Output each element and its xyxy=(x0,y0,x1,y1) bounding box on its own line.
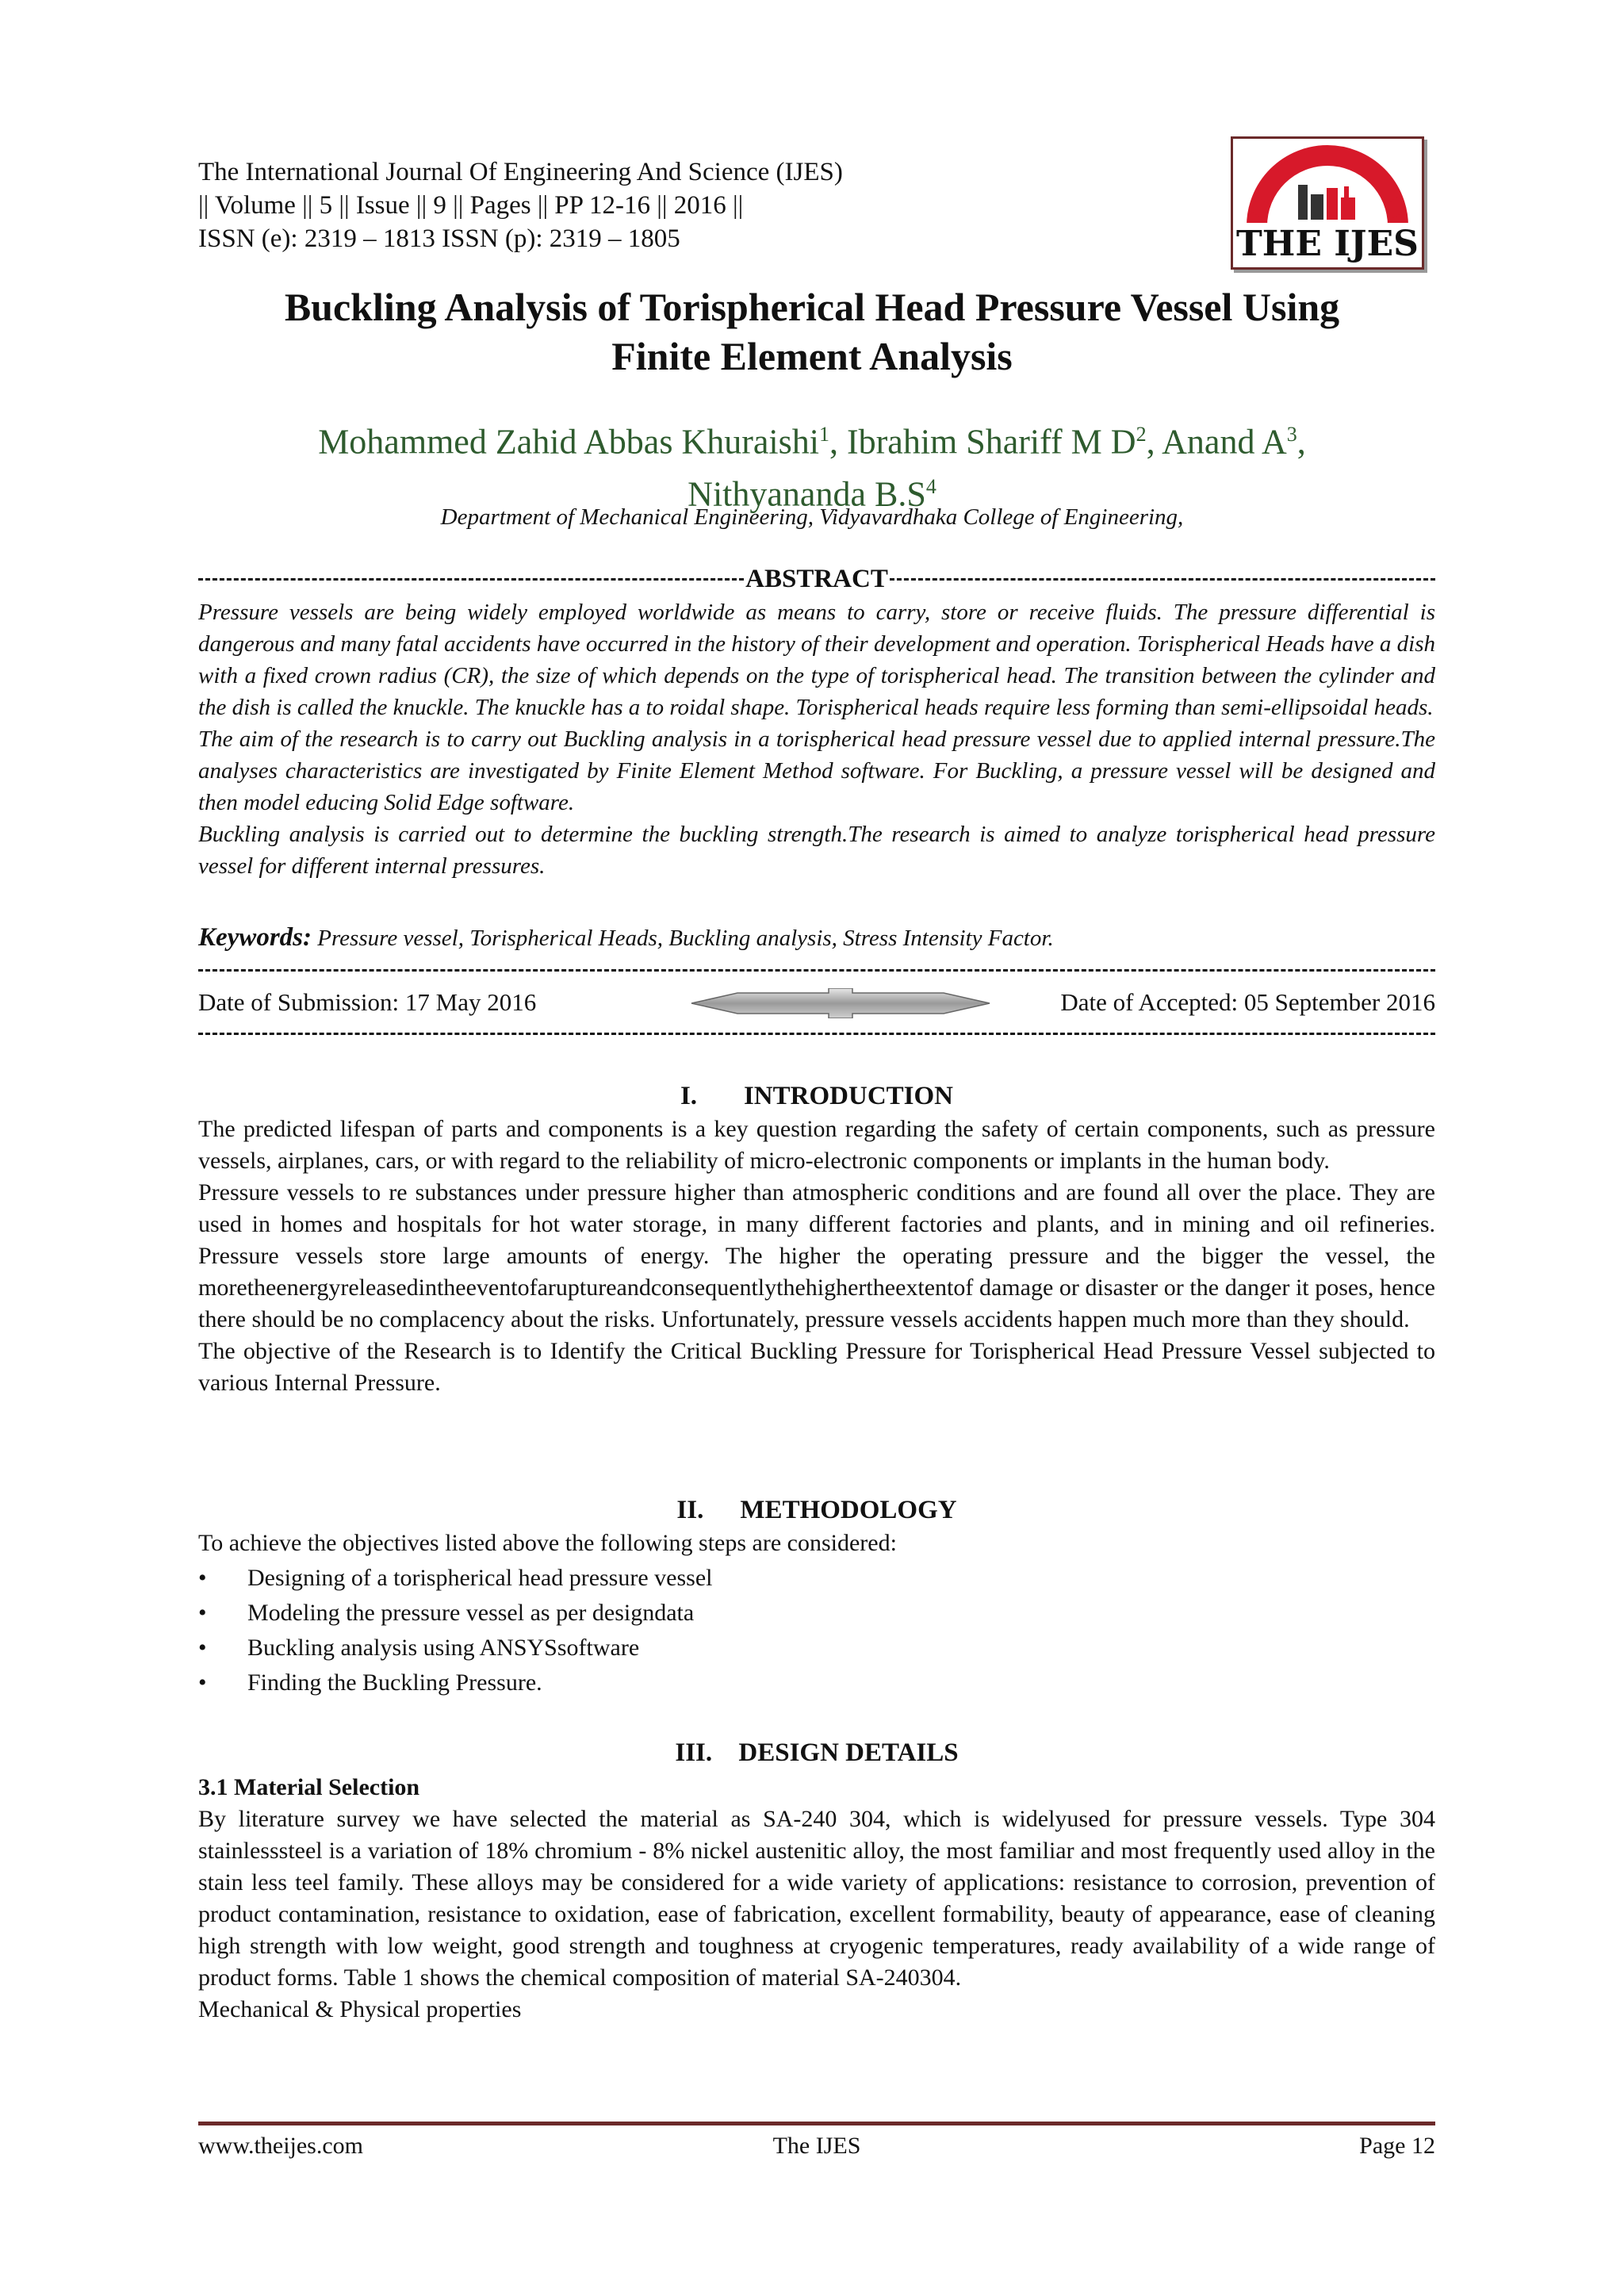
methodology-list xyxy=(198,1561,1435,1700)
date-submission: Date of Submission: 17 May 2016 xyxy=(198,988,537,1016)
journal-issn: ISSN (e): 2319 – 1813 ISSN (p): 2319 – 1805 xyxy=(198,224,680,253)
footer-journal: The IJES xyxy=(772,2133,861,2159)
abstract-heading-row xyxy=(198,563,1435,595)
dates-row xyxy=(198,985,1435,1020)
keywords xyxy=(198,922,1435,954)
section-title: DESIGN DETAILS xyxy=(738,1738,959,1767)
footer-website: www.theijes.com xyxy=(198,2133,364,2159)
affil-3: 3 xyxy=(1286,423,1297,446)
list-item: • Buckling analysis using ANSYSsoftware xyxy=(198,1631,1435,1665)
authors-line-1 xyxy=(159,412,1465,465)
bullet-icon: • xyxy=(198,1669,207,1696)
abstract-dash-right xyxy=(890,578,1435,581)
keywords-text: Pressure vessel, Torispherical Heads, Buckling analysis, Stress Intensity Factor. xyxy=(312,926,1054,951)
author-2: , Ibrahim Shariff M D xyxy=(829,422,1136,462)
section-introduction-heading xyxy=(198,1082,1435,1111)
logo-text: THE IJES xyxy=(1236,224,1419,264)
section-title: INTRODUCTION xyxy=(743,1082,954,1110)
intro-paragraph-3: The objective of the Research is to Identify the Critical Buckling Pressure for Torispherical Head Pressure Vessel subjected to various Internal Pressure. xyxy=(198,1338,1435,1396)
section-number: III. xyxy=(675,1738,713,1767)
list-item: • Modeling the pressure vessel as per designdata xyxy=(198,1596,1435,1631)
abstract-paragraph-3: Buckling analysis is carried out to determine the buckling strength.The research is aimed to analyze torispherical head pressure vessel for different internal pressures. xyxy=(198,822,1435,879)
abstract-dash-left xyxy=(198,578,744,581)
title-line-2: Finite Element Analysis xyxy=(611,334,1013,378)
affil-1: 1 xyxy=(818,423,829,446)
journal-name: The International Journal Of Engineering And Science (IJES) xyxy=(198,158,843,186)
page-footer xyxy=(198,2130,1435,2162)
bullet-icon: • xyxy=(198,1635,207,1661)
paper-title xyxy=(159,282,1465,381)
abstract-paragraph-2: The aim of the research is to carry out Buckling analysis in a torispherical head pressure vessel due to applied internal pressure.The analyses characteristics are investigated by Finite Element Method software. For Buckling, a pressure vessel will be designed and then model educing Solid Edge software. xyxy=(198,726,1435,815)
introduction-body xyxy=(198,1114,1435,1399)
intro-paragraph-1: The predicted lifespan of parts and components is a key question regarding the safety of certain components, such as pressure vessels, airplanes, cars, or with regard to the reliability of micro-electronic components or implants in the human body. xyxy=(198,1116,1435,1174)
bullet-icon: • xyxy=(198,1565,207,1591)
footer-rule xyxy=(198,2122,1435,2125)
double-arrow-icon xyxy=(690,988,991,1018)
section-number: II. xyxy=(676,1496,704,1524)
abstract-paragraph-1: Pressure vessels are being widely employed worldwide as means to carry, store or receive fluids. The pressure differential is dangerous and many fatal accidents have occurred in the history of their development and operation. Torispherical Heads have a dish with a fixed crown radius (CR), the size of which depends on the type of torispherical head. The transition between the cylinder and the dish is called the knuckle. The knuckle has a to roidal shape. Torispherical heads require less forming than semi-ellipsoidal heads. xyxy=(198,600,1435,720)
keywords-label: Keywords: xyxy=(198,923,312,952)
list-item: • Designing of a torispherical head pressure vessel xyxy=(198,1561,1435,1596)
design-paragraph-1: By literature survey we have selected the material as SA-240 304, which is widelyused for pressure vessels. Type 304 stainlesssteel is a variation of 18% chromium - 8% nickel austenitic alloy, the most familiar and most frequently used alloy in the stain less teel family. These alloys may be considered for a wide variety of applications: resistance to corrosion, prevention of product contamination, resistance to oxidation, ease of fabrication, excellent formability, beauty of appearance, ease of cleaning high strength with low weight, good strength and toughness at cryogenic temperatures, ready availability of a wide range of product forms. Table 1 shows the chemical composition of material SA-240304. xyxy=(198,1806,1435,1991)
separator-top xyxy=(198,969,1435,972)
date-accepted: Date of Accepted: 05 September 2016 xyxy=(1060,988,1435,1016)
department: Department of Mechanical Engineering, Vidyavardhaka College of Engineering, xyxy=(440,504,1184,530)
bullet-icon: • xyxy=(198,1600,207,1626)
author-3-tail: , xyxy=(1297,422,1306,462)
journal-volume: || Volume || 5 || Issue || 9 || Pages || PP 12-16 || 2016 || xyxy=(198,191,744,220)
intro-paragraph-2: Pressure vessels to re substances under pressure higher than atmospheric conditions and are found all over the place. They are used in homes and hospitals for hot water storage, in many different factories and plants, and in mining and oil refineries. Pressure vessels store large amounts of energy. The higher the operating pressure and the bigger the vessel, the moretheenergyreleasedintheeventofaruptureandconsequentlythehighertheextentof damage or disaster or the danger it poses, hence there should be no complacency about the risks. Unfortunately, pressure vessels accidents happen much more than they should. xyxy=(198,1179,1435,1332)
abstract-label: ABSTRACT xyxy=(745,564,888,593)
subsection-heading: 3.1 Material Selection xyxy=(198,1774,420,1800)
author-3: , Anand A xyxy=(1146,422,1287,462)
journal-logo xyxy=(1231,136,1424,270)
section-number: I. xyxy=(680,1082,698,1110)
methodology-lead: To achieve the objectives listed above the following steps are considered: xyxy=(198,1530,897,1556)
separator-bottom xyxy=(198,1033,1435,1035)
abstract-body xyxy=(198,596,1435,882)
affil-2: 2 xyxy=(1136,423,1147,446)
section-methodology-heading xyxy=(198,1496,1435,1525)
design-paragraph-2: Mechanical & Physical properties xyxy=(198,1996,522,2022)
design-body xyxy=(198,1803,1435,2026)
journal-header xyxy=(198,155,1150,255)
list-item: • Finding the Buckling Pressure. xyxy=(198,1665,1435,1700)
author-4: Nithyananda B.S xyxy=(688,474,926,514)
affil-4: 4 xyxy=(925,474,936,498)
authors xyxy=(159,412,1465,516)
author-1: Mohammed Zahid Abbas Khuraishi xyxy=(318,422,819,462)
title-line-1: Buckling Analysis of Torispherical Head Pressure Vessel Using xyxy=(284,285,1340,329)
section-design-heading xyxy=(198,1738,1435,1768)
footer-page-number: Page 12 xyxy=(1359,2133,1435,2159)
gear-factory-icon xyxy=(1233,139,1422,267)
section-title: METHODOLOGY xyxy=(740,1496,957,1524)
